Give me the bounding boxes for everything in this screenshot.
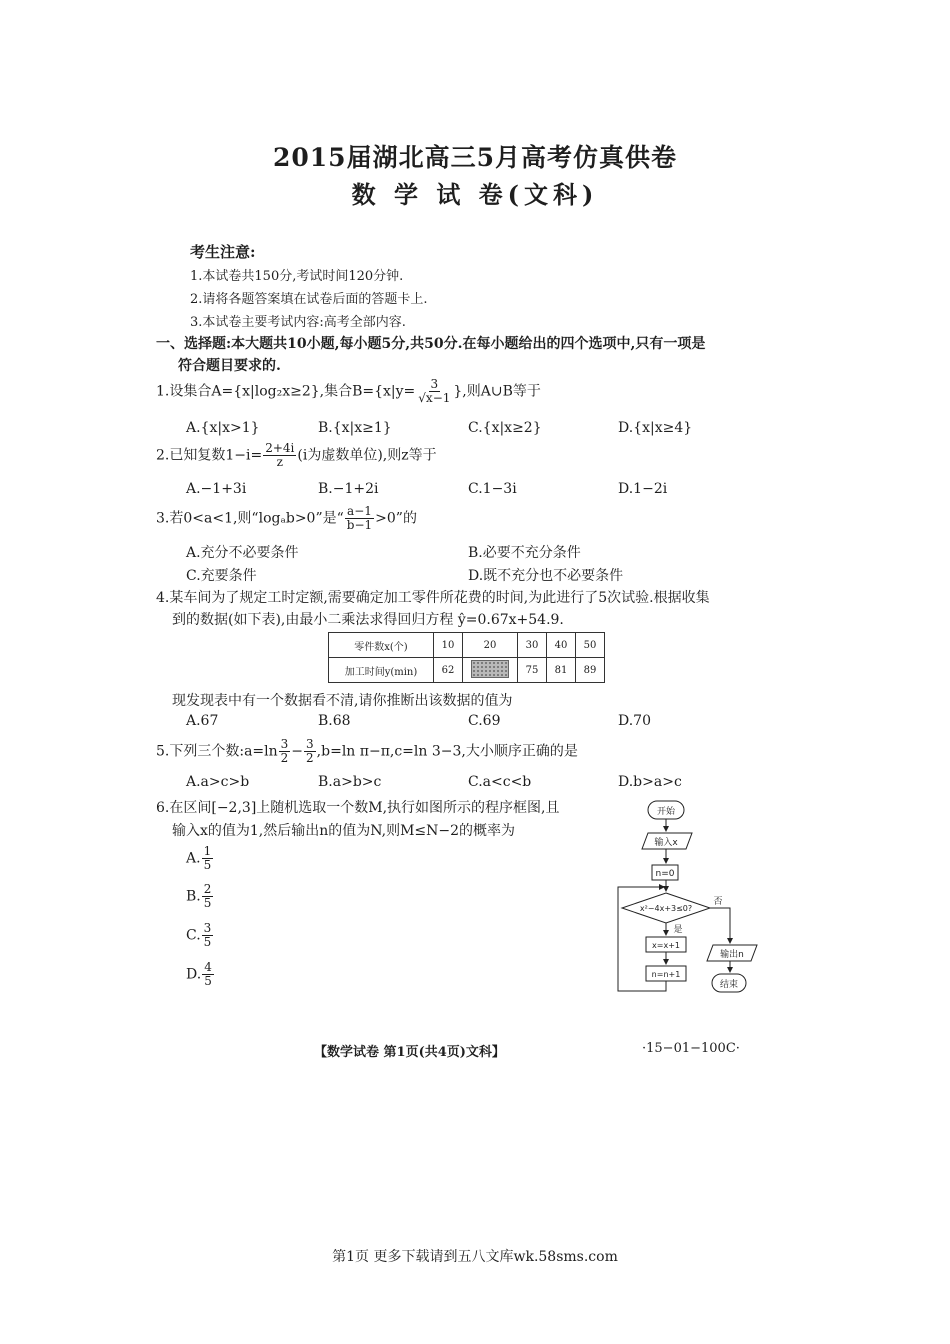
option-c: C.69 xyxy=(468,713,501,729)
option-b: B.a>b>c xyxy=(318,774,382,790)
option-d: D.b>a>c xyxy=(618,774,682,790)
fraction: $\frac{2}{5}$ xyxy=(203,882,212,910)
option-b: B.68 xyxy=(318,713,351,729)
question-6: 6.在区间[−2,3]上随机选取一个数M,执行如图所示的程序框图,且 xyxy=(156,800,560,816)
exam-title: 2015届湖北高三5月高考仿真供卷 xyxy=(273,143,677,172)
paper-code: ·15−01−100C· xyxy=(642,1041,740,1056)
fraction: $\frac{1}{5}$ xyxy=(203,844,212,872)
fraction: $\frac{3}{√x-1}$ xyxy=(418,377,451,405)
question-4-cont: 到的数据(如下表),由最小二乘法求得回归方程 ŷ=0.67x+54.9. xyxy=(172,612,564,628)
table-cell: 加工时间y(min) xyxy=(329,658,434,683)
flow-init-label: n=0 xyxy=(655,869,675,879)
download-note: 第1页 更多下载请到五八文库wk.58sms.com xyxy=(332,1249,618,1265)
option-c: C.a<c<b xyxy=(468,774,532,790)
flow-input-label: 输入x xyxy=(654,838,678,848)
table-row xyxy=(329,633,605,658)
table-cell: 62 xyxy=(434,658,463,683)
fraction: $\frac{3}{2}$ xyxy=(280,737,289,765)
option-a: A.a>c>b xyxy=(186,774,250,790)
table-cell: 50 xyxy=(576,633,605,658)
table-cell: 10 xyxy=(434,633,463,658)
option-c: C. $\frac{3}{5}$ xyxy=(186,921,212,949)
note-item: 2.请将各题答案填在试卷后面的答题卡上. xyxy=(190,292,428,307)
table-row xyxy=(329,658,605,683)
flow-no-label: 否 xyxy=(713,897,723,907)
option-a: A. $\frac{1}{5}$ xyxy=(186,844,212,872)
option-a: A.充分不必要条件 xyxy=(186,545,299,561)
question-4-ask: 现发现表中有一个数据看不清,请你推断出该数据的值为 xyxy=(172,693,513,709)
flow-step1-label: x=x+1 xyxy=(652,941,680,950)
fraction: $\frac{3}{2}$ xyxy=(306,737,314,765)
option-b: B.必要不充分条件 xyxy=(468,545,581,561)
table-cell: 20 xyxy=(463,633,518,658)
flow-output-label: 输出n xyxy=(720,950,744,960)
fraction: $\frac{4}{5}$ xyxy=(204,960,212,988)
table-cell: 零件数x(个) xyxy=(329,633,434,658)
blurred-value xyxy=(471,660,509,678)
flow-no-line xyxy=(710,908,730,943)
option-b: B.−1+2i xyxy=(318,481,379,497)
option-d: D.70 xyxy=(618,713,651,729)
question-1: 1.设集合A={x|log₂x≥2},集合B={x|y= $\frac{3}{√x-1}$ },则A∪B等于 xyxy=(156,377,541,405)
table-cell-blurred xyxy=(463,658,518,683)
option-d: D. $\frac{4}{5}$ xyxy=(186,960,212,988)
fraction: $\frac{3}{5}$ xyxy=(203,921,212,949)
flow-end-label: 结束 xyxy=(719,980,739,990)
question-4: 4.某车间为了规定工时定额,需要确定加工零件所花费的时间,为此进行了5次试验.根据收集 xyxy=(156,590,710,606)
note-item: 3.本试卷主要考试内容:高考全部内容. xyxy=(190,315,406,330)
table-cell: 81 xyxy=(547,658,576,683)
flow-yes-label: 是 xyxy=(673,925,683,935)
section-instruction: 一、选择题:本大题共10小题,每小题5分,共50分.在每小题给出的四个选项中,只有一项是 xyxy=(156,336,706,352)
flow-step2-label: n=n+1 xyxy=(651,970,681,979)
question-5: 5.下列三个数:a=ln $\frac{3}{2}$ − $\frac{3}{2}$ ,b=ln π−π,c=ln 3−3,大小顺序正确的是 xyxy=(156,737,578,765)
option-c: C.1−3i xyxy=(468,481,517,497)
question-3: 3.若0<a<1,则“logₐb>0”是“ $\frac{a-1}{b-1}$ >0”的 xyxy=(156,504,417,532)
flow-condition-label: x²−4x+3≤0? xyxy=(639,904,693,913)
question-6-cont: 输入x的值为1,然后输出n的值为N,则M≤N−2的概率为 xyxy=(172,823,516,839)
option-d: D.1−2i xyxy=(618,481,668,497)
option-c: C.充要条件 xyxy=(186,568,257,584)
table-cell: 30 xyxy=(518,633,547,658)
table-cell: 40 xyxy=(547,633,576,658)
fraction: $\frac{a-1}{b-1}$ xyxy=(346,504,373,532)
exam-subtitle: 数 学 试 卷(文科) xyxy=(351,180,599,209)
option-d: D.既不充分也不必要条件 xyxy=(468,568,624,584)
option-a: A.67 xyxy=(186,713,219,729)
section-instruction-cont: 符合题目要求的. xyxy=(178,358,281,374)
notes-heading: 考生注意: xyxy=(190,243,256,261)
data-table xyxy=(328,632,605,683)
table-cell: 89 xyxy=(576,658,605,683)
option-d: D.{x|x≥4} xyxy=(618,420,693,436)
table-cell: 75 xyxy=(518,658,547,683)
option-a: A.−1+3i xyxy=(186,481,247,497)
option-b: B. $\frac{2}{5}$ xyxy=(186,882,212,910)
page-footer: 【数学试卷 第1页(共4页)文科】 xyxy=(314,1045,505,1060)
flowchart xyxy=(610,795,770,1000)
option-c: C.{x|x≥2} xyxy=(468,420,542,436)
note-item: 1.本试卷共150分,考试时间120分钟. xyxy=(190,269,404,284)
flow-start-label: 开始 xyxy=(656,807,676,817)
option-a: A.{x|x>1} xyxy=(186,420,260,436)
fraction: $\frac{2+4i}{z}$ xyxy=(265,441,295,469)
option-b: B.{x|x≥1} xyxy=(318,420,392,436)
question-2: 2.已知复数1−i= $\frac{2+4i}{z}$ (i为虚数单位),则z等于 xyxy=(156,441,437,469)
